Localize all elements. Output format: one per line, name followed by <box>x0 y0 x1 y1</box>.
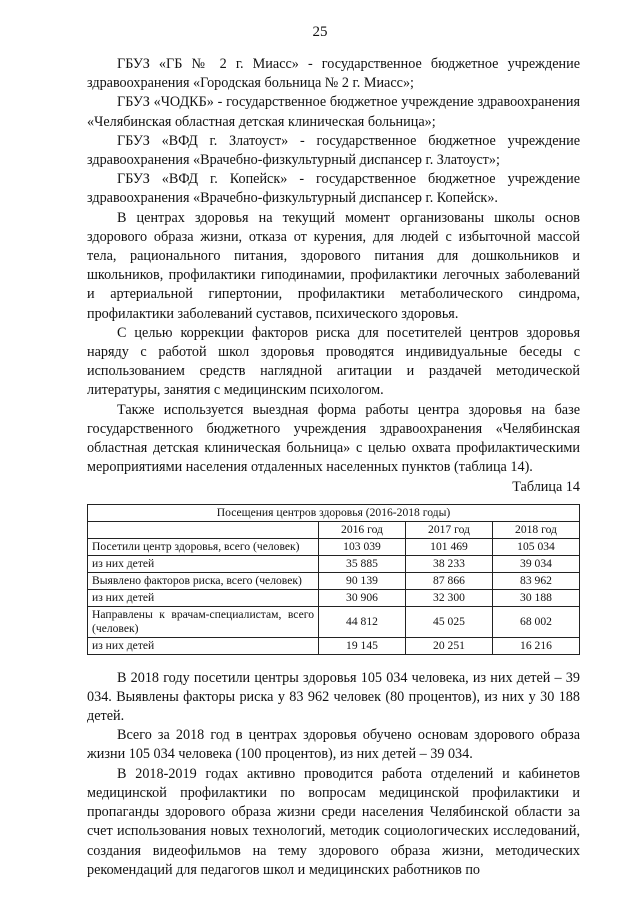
cell-value: 68 002 <box>493 606 580 637</box>
paragraph: В 2018 году посетили центры здоровья 105 034 человека, из них детей – 39 034. Выявлены факторы риска у 83 962 человек (80 процентов), из них у 30 188 детей. <box>87 669 580 725</box>
cell-value: 103 039 <box>319 538 406 555</box>
cell-value: 105 034 <box>493 538 580 555</box>
paragraph: С целью коррекции факторов риска для посетителей центров здоровья наряду с работой школ здоровья проводятся индивидуальные беседы с использованием средств наглядной агитации и раздачей методической литературы, занятия с медицинским психологом. <box>87 324 580 399</box>
page-number: 25 <box>312 24 328 40</box>
table-row <box>88 606 580 637</box>
paragraph: ГБУЗ «ВФД г. Златоуст» - государственное бюджетное учреждение здравоохранения «Врачебно-физкультурный диспансер г. Златоуст»; <box>87 132 580 169</box>
paragraph: ГБУЗ «ВФД г. Копейск» - государственное бюджетное учреждение здравоохранения «Врачебно-физкультурный диспансер г. Копейск». <box>87 171 580 207</box>
cell-value: 19 145 <box>319 637 406 654</box>
table-row <box>88 589 580 606</box>
cell-value: 30 906 <box>319 589 406 606</box>
table-caption: Таблица 14 <box>512 479 580 496</box>
table-header-year: 2017 год <box>406 521 493 538</box>
cell-value: 39 034 <box>493 555 580 572</box>
row-label: из них детей <box>88 555 319 572</box>
cell-value: 32 300 <box>406 589 493 606</box>
table-row <box>88 538 580 555</box>
cell-value: 44 812 <box>319 606 406 637</box>
cell-value: 38 233 <box>406 555 493 572</box>
paragraph: Всего за 2018 год в центрах здоровья обучено основам здорового образа жизни 105 034 человека (100 процентов), из них детей – 39 034. <box>87 727 580 763</box>
row-label: Выявлено факторов риска, всего (человек) <box>88 572 319 589</box>
paragraph: Также используется выездная форма работы центра здоровья на базе государственного бюджетного учреждения здравоохранения «Челябинская областная детская клиническая больница» с целью охвата профилактическими мероприятиями населения отдаленных населенных пунктов (таблица 14). <box>87 401 580 476</box>
paragraph: ГБУЗ «ГБ № 2 г. Миасс» - государственное бюджетное учреждение здравоохранения «Городская больница № 2 г. Миасс»; <box>87 56 580 92</box>
cell-value: 16 216 <box>493 637 580 654</box>
cell-value: 83 962 <box>493 572 580 589</box>
paragraph: В центрах здоровья на текущий момент организованы школы основ здорового образа жизни, отказа от курения, для людей с избыточной массой тела, рационального питания, здорового питания для дошкольников и школьников, профилактики гиподинамии, профилактики легочных заболеваний и артериальной гипертонии, профилактики метаболического синдрома, профилактики заболеваний суставов, психического здоровья. <box>87 209 580 322</box>
table-header-empty <box>88 521 319 538</box>
cell-value: 90 139 <box>319 572 406 589</box>
cell-value: 45 025 <box>406 606 493 637</box>
statistics-table <box>87 504 580 655</box>
table-header-year: 2016 год <box>319 521 406 538</box>
row-label: Направлены к врачам-специалистам, всего (человек) <box>88 606 319 637</box>
table-row <box>88 572 580 589</box>
cell-value: 87 866 <box>406 572 493 589</box>
cell-value: 30 188 <box>493 589 580 606</box>
cell-value: 35 885 <box>319 555 406 572</box>
table-header-year: 2018 год <box>493 521 580 538</box>
table-row <box>88 637 580 654</box>
row-label: из них детей <box>88 637 319 654</box>
document-body <box>87 55 580 880</box>
paragraph: ГБУЗ «ЧОДКБ» - государственное бюджетное учреждение здравоохранения «Челябинская областная детская клиническая больница»; <box>87 94 580 130</box>
row-label: Посетили центр здоровья, всего (человек) <box>88 538 319 555</box>
row-label: из них детей <box>88 589 319 606</box>
cell-value: 20 251 <box>406 637 493 654</box>
paragraph: В 2018-2019 годах активно проводится работа отделений и кабинетов медицинской профилактики по вопросам медицинской профилактики и пропаганды здорового образа жизни среди населения Челябинской области за счет использования новых технологий, методик социологических исследований, создания видеофильмов на тему здорового образа жизни, методических рекомендаций для педагогов школ и медицинских работников по <box>87 765 580 878</box>
cell-value: 101 469 <box>406 538 493 555</box>
table-title: Посещения центров здоровья (2016-2018 годы) <box>88 504 580 521</box>
table-row <box>88 555 580 572</box>
